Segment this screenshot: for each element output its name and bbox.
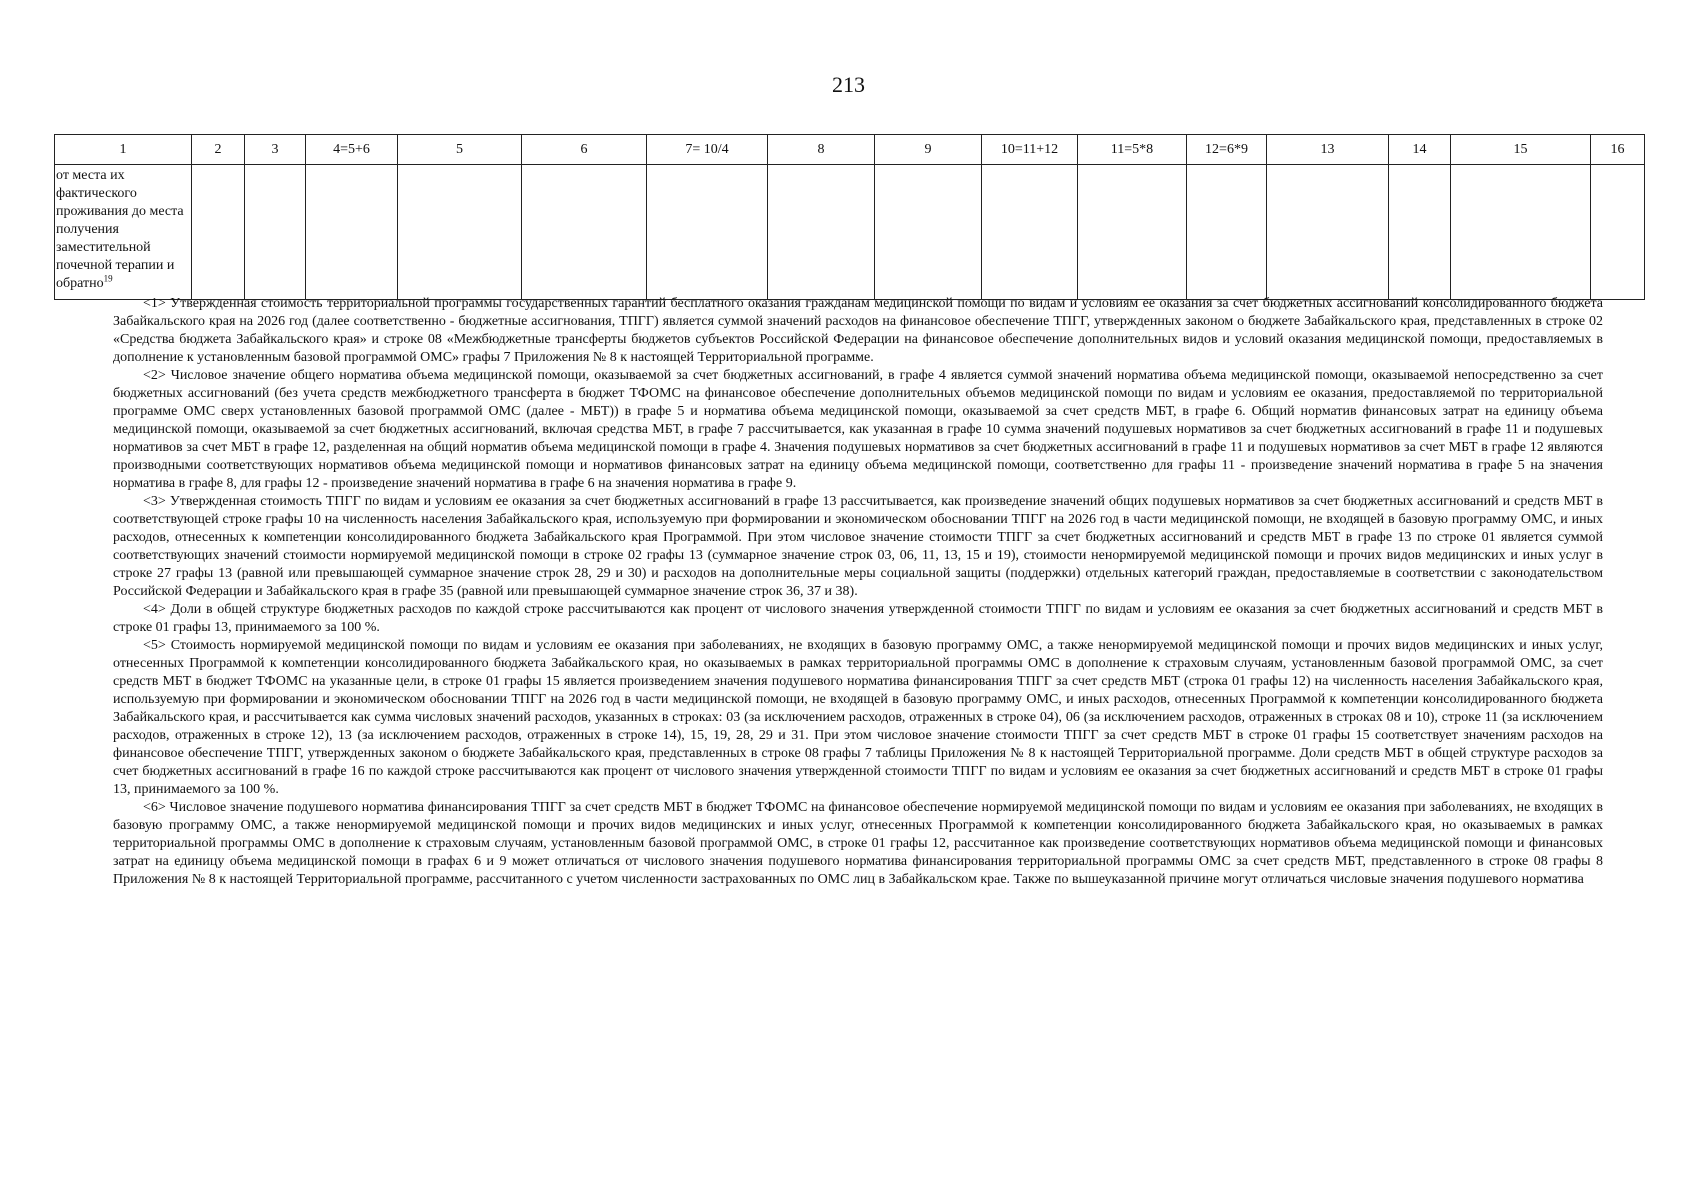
column-header: 12=6*9 [1187, 135, 1267, 165]
footnote-6: <6> Числовое значение подушевого норматива финансирования ТПГГ за счет средств МБТ в бюджет ТФОМС на финансовое обеспечение нормируемой медицинской помощи по видам и условиям ее оказания при заболеваниях, не входящих в базовую программу ОМС, а также ненормируемой медицинской помощи и прочих видов медицинских и иных услуг, отнесенных Программой к компетенции консолидированного бюджета Забайкальского края, но оказываемых в рамках территориальной программы ОМС в дополнение к страховым случаям, установленным базовой программой ОМС, в строке 01 графы 12, рассчитанное как произведение соответствующих нормативов объема медицинской помощи и финансовых затрат на единицу объема медицинской помощи в графах 6 и 9 может отличаться от числового значения подушевого норматива финансирования территориальной программы ОМС за счет средств МБТ, представленного в строке 08 графы 8 Приложения № 8 к настоящей Территориальной программе, рассчитанного с учетом численности застрахованных по ОМС лиц в Забайкальском крае. Также по вышеуказанной причине могут отличаться числовые значения подушевого норматива [113, 800, 1603, 887]
table-cell [398, 165, 522, 300]
footnote-3: <3> Утвержденная стоимость ТПГГ по видам и условиям ее оказания за счет бюджетных ассигнований в графе 13 рассчитывается, как произведение значений общих подушевых нормативов за счет бюджетных ассигнований и средств МБТ в соответствующей строке графы 10 на численность населения Забайкальского края, используемую при формировании и экономическом обосновании ТПГГ на 2026 год в части медицинской помощи, не входящей в базовую программу ОМС, и иных расходов, отнесенных к компетенции консолидированного бюджета Забайкальского края Программой. При этом числовое значение стоимости ТПГГ за счет бюджетных ассигнований и средств МБТ в графе 13 по строке 01 является суммой соответствующих значений стоимости нормируемой медицинской помощи в строке 02 графы 13 (суммарное значение строк 03, 06, 11, 13, 15 и 19), стоимости ненормируемой медицинской помощи и прочих видов медицинских и иных услуг в строке 27 графы 13 (равной или превышающей суммарное значение строк 28, 29 и 30) и расходов на дополнительные меры социальной защиты (поддержки) отдельных категорий граждан, предоставляемые в соответствии с законодательством Российской Федерации и Забайкальского края в графе 35 (равной или превышающей суммарное значение строк 36, 37 и 38). [113, 494, 1603, 599]
table-cell [768, 165, 875, 300]
footnote-5: <5> Стоимость нормируемой медицинской помощи по видам и условиям ее оказания при заболеваниях, не входящих в базовую программу ОМС, а также ненормируемой медицинской помощи и прочих видов медицинских и иных услуг, отнесенных Программой к компетенции консолидированного бюджета Забайкальского края, но оказываемых в рамках территориальной программы ОМС в дополнение к страховым случаям, установленным базовой программой ОМС, за счет средств МБТ в бюджет ТФОМС на указанные цели, в строке 01 графы 15 является произведением значения подушевого норматива финансирования ТПГГ за счет средств МБТ (строка 01 графы 12) на численность населения Забайкальского края, используемую при формировании и экономическом обосновании ТПГГ на 2026 год в части медицинской помощи, не входящей в базовую программу ОМС, и иных расходов, отнесенных Программой к компетенции консолидированного бюджета Забайкальского края, и рассчитывается как сумма числовых значений расходов, указанных в строках: 03 (за исключением расходов, отраженных в строке 04), 06 (за исключением расходов, отраженных в строках 08 и 10), строке 11 (за исключением расходов, отраженных в строке 12), 13 (за исключением расходов, отраженных в строке 14), 15, 19, 28, 29 и 31. При этом числовое значение стоимости ТПГГ за счет средств МБТ в строке 01 графы 15 соответствует значениям расходов на финансовое обеспечение ТПГГ, утвержденных законом о бюджете Забайкальского края, представленных в строке 08 графы 7 таблицы Приложения № 8 к настоящей Территориальной программе. Доли средств МБТ в общей структуре расходов за счет бюджетных ассигнований в графе 16 по каждой строке рассчитываются как процент от числового значения утвержденной стоимости ТПГГ по видам и условиям ее оказания за счет бюджетных ассигнований и средств МБТ в строке 01 графы 13, принимаемого за 100 %. [113, 638, 1603, 797]
column-header: 7= 10/4 [647, 135, 768, 165]
table-cell [875, 165, 982, 300]
row-label-text: от места их фактического проживания до места получения заместительной почечной терапии и обратно [56, 168, 184, 291]
table-cell [306, 165, 398, 300]
table-cell [1451, 165, 1591, 300]
column-header: 9 [875, 135, 982, 165]
footnote-4: <4> Доли в общей структуре бюджетных расходов по каждой строке рассчитываются как процент от числового значения утвержденной стоимости ТПГГ по видам и условиям ее оказания за счет бюджетных ассигнований и средств МБТ в строке 01 графы 13, принимаемого за 100 %. [113, 602, 1603, 635]
column-header: 5 [398, 135, 522, 165]
table-row [55, 165, 1645, 300]
table-cell [1389, 165, 1451, 300]
column-header: 4=5+6 [306, 135, 398, 165]
column-header: 3 [245, 135, 306, 165]
column-header: 6 [522, 135, 647, 165]
row-label-cell [55, 165, 192, 300]
column-header: 13 [1267, 135, 1389, 165]
footnote-ref: 19 [103, 273, 113, 284]
table-cell [1187, 165, 1267, 300]
budget-table [54, 134, 1645, 300]
table-header-row [55, 135, 1645, 165]
column-header: 10=11+12 [982, 135, 1078, 165]
table-cell [522, 165, 647, 300]
footnotes [113, 295, 1603, 889]
table-cell [982, 165, 1078, 300]
footnote-2: <2> Числовое значение общего норматива объема медицинской помощи, оказываемой за счет бюджетных ассигнований, в графе 4 является суммой значений норматива объема медицинской помощи, оказываемой непосредственно за счет бюджетных ассигнований (без учета средств межбюджетного трансферта в бюджет ТФОМС на финансовое обеспечение дополнительных объемов медицинской помощи по видам и условиям ее оказания, предоставляемой по территориальной программе ОМС сверх установленных базовой программой ОМС (далее - МБТ)) в графе 5 и норматива объема медицинской помощи, оказываемой за счет средств МБТ, в графе 6. Общий норматив финансовых затрат на единицу объема медицинской помощи, оказываемой за счет бюджетных ассигнований, включая средства МБТ, в графе 7 рассчитывается, как указанная в графе 10 сумма значений подушевых нормативов за счет бюджетных ассигнований в графе 11 и подушевых нормативов за счет МБТ в графе 12, разделенная на общий норматив объема медицинской помощи в графе 4. Значения подушевых нормативов за счет бюджетных ассигнований в графе 11 и подушевых нормативов за счет МБТ в графе 12 являются производными соответствующих нормативов объема медицинской помощи и нормативов финансовых затрат на единицу объема медицинской помощи, соответственно для графы 11 - произведение значений норматива в графе 5 на значения норматива в графе 8, для графы 12 - произведение значений норматива в графе 6 на значения норматива в графе 9. [113, 368, 1603, 491]
column-header: 16 [1591, 135, 1645, 165]
table-cell [647, 165, 768, 300]
column-header: 2 [192, 135, 245, 165]
table-cell [192, 165, 245, 300]
column-header: 15 [1451, 135, 1591, 165]
column-header: 8 [768, 135, 875, 165]
column-header: 1 [55, 135, 192, 165]
table-cell [1078, 165, 1187, 300]
column-header: 11=5*8 [1078, 135, 1187, 165]
table-cell [245, 165, 306, 300]
page-number: 213 [832, 72, 865, 97]
table-cell [1591, 165, 1645, 300]
footnote-1: <1> Утвержденная стоимость территориальной программы государственных гарантий бесплатного оказания гражданам медицинской помощи по видам и условиям ее оказания за счет бюджетных ассигнований консолидированного бюджета Забайкальского края на 2026 год (далее соответственно - бюджетные ассигнования, ТПГГ) является суммой значений расходов на финансовое обеспечение ТПГГ, утвержденных законом о бюджете Забайкальского края, представленных в строке 02 «Средства бюджета Забайкальского края» и строке 08 «Межбюджетные трансферты бюджетов субъектов Российской Федерации на финансовое обеспечение дополнительных видов и условий оказания медицинской помощи, предоставляемых в дополнение к установленным базовой программой ОМС» графы 7 Приложения № 8 к настоящей Территориальной программе. [113, 296, 1603, 365]
table-cell [1267, 165, 1389, 300]
column-header: 14 [1389, 135, 1451, 165]
